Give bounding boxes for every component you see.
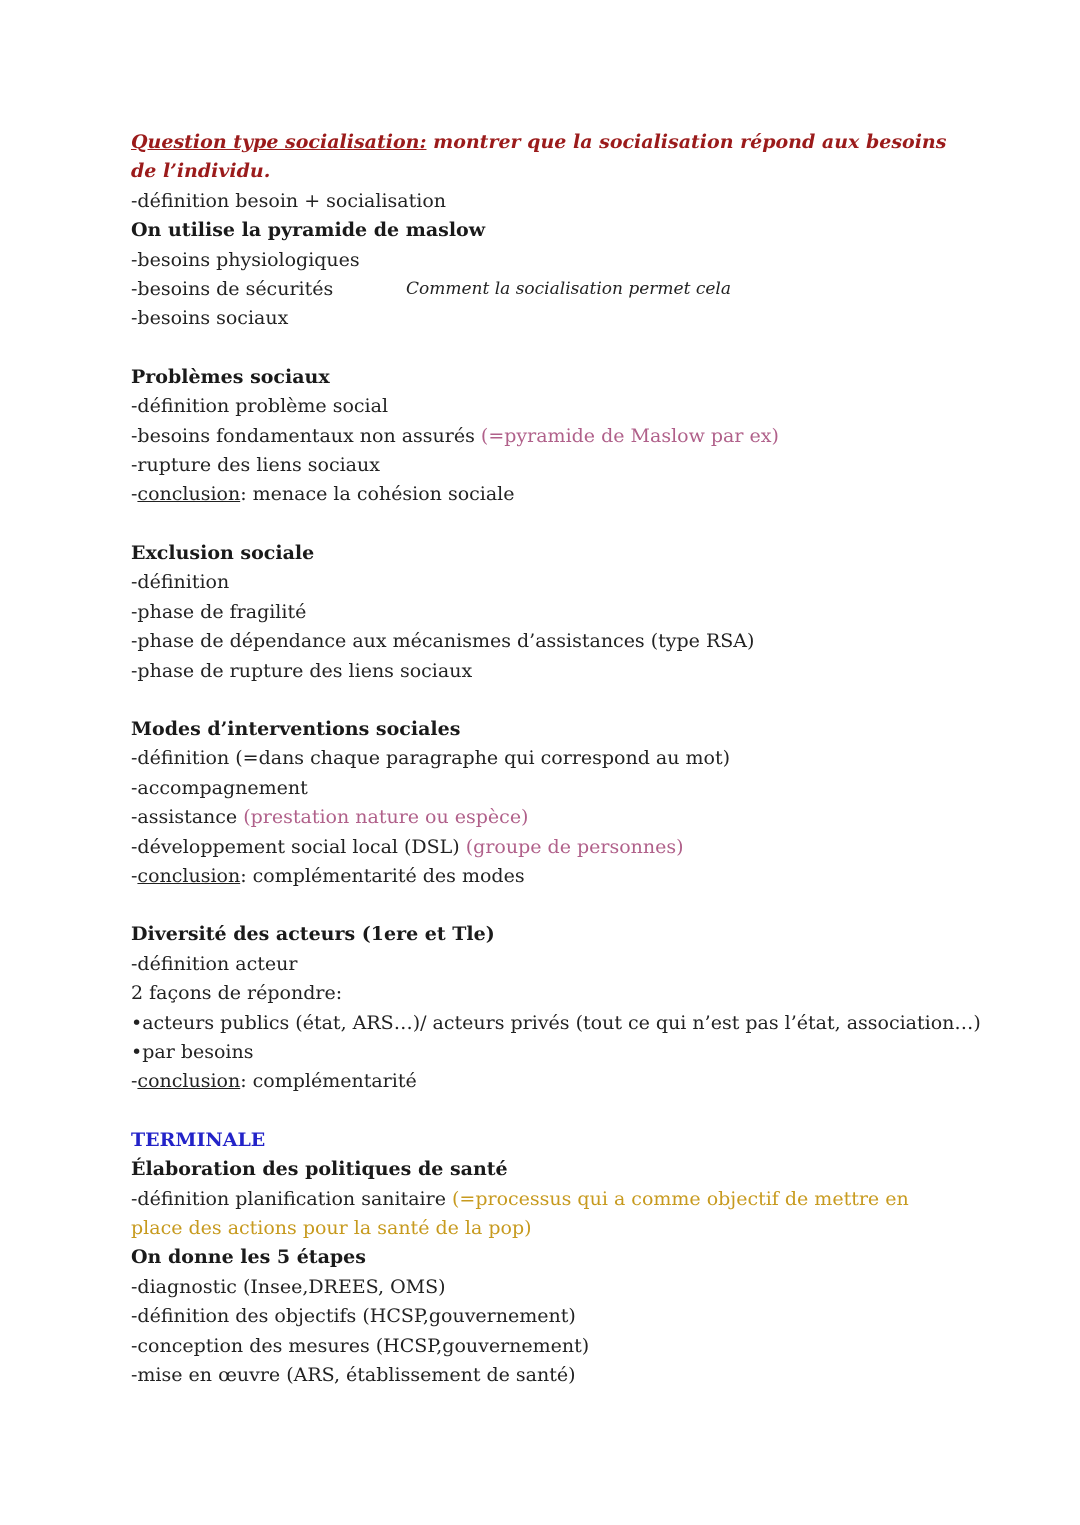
conclusion-line <box>131 480 951 509</box>
need-row <box>131 275 951 304</box>
list-item: -phase de fragilité <box>131 600 307 623</box>
conclusion-text: : complémentarité <box>240 1070 417 1093</box>
conclusion-prefix: - <box>131 483 138 506</box>
list-item: -définition acteur <box>131 952 298 975</box>
question-note: Comment la socialisation permet cela <box>406 279 731 300</box>
list-item <box>131 803 951 832</box>
section-title-problemes: Problèmes sociaux <box>131 365 330 388</box>
annotation-note: (groupe de personnes) <box>459 835 684 858</box>
list-item: -phase de dépendance aux mécanismes d’assistances (type RSA) <box>131 630 755 653</box>
question-heading <box>131 128 951 187</box>
question-item: -définition besoin + socialisation <box>131 189 447 212</box>
conclusion-line <box>131 1067 951 1096</box>
list-item: -phase de rupture des liens sociaux <box>131 659 473 682</box>
list-item-text: -assistance <box>131 806 238 829</box>
section-title-modes: Modes d’interventions sociales <box>131 717 461 740</box>
document-page <box>131 128 981 1390</box>
list-item: -définition (=dans chaque paragraphe qui correspond au mot) <box>131 747 731 770</box>
conclusion-text: : complémentarité des modes <box>240 864 525 887</box>
step-item: -diagnostic (Insee,DREES, OMS) <box>131 1275 446 1298</box>
conclusion-prefix: - <box>131 864 138 887</box>
list-item: •acteurs publics (état, ARS…)/ acteurs privés (tout ce qui n’est pas l’état, association…) <box>131 1011 981 1034</box>
step-item: -définition des objectifs (HCSP,gouvernement) <box>131 1305 576 1328</box>
list-item-text: -besoins fondamentaux non assurés <box>131 424 475 447</box>
need-item: -besoins de sécurités <box>131 278 334 301</box>
question-label: Question type socialisation: <box>131 131 427 153</box>
question-subheading: On utilise la pyramide de maslow <box>131 219 486 242</box>
annotation-note: (=pyramide de Maslow par ex) <box>474 424 779 447</box>
list-item: -rupture des liens sociaux <box>131 454 380 477</box>
step-item: -mise en œuvre (ARS, établissement de santé) <box>131 1364 576 1387</box>
terminale-label: TERMINALE <box>131 1128 266 1151</box>
conclusion-line <box>131 862 951 891</box>
list-item <box>131 422 951 451</box>
list-item: -définition <box>131 571 230 594</box>
list-item: 2 façons de répondre: <box>131 982 343 1005</box>
list-item: -accompagnement <box>131 776 308 799</box>
need-item: -besoins physiologiques <box>131 248 360 271</box>
step-item: -conception des mesures (HCSP,gouvernement) <box>131 1334 590 1357</box>
conclusion-prefix: - <box>131 1070 138 1093</box>
definition-note: (=processus qui a comme objectif de mettre en place des actions pour la santé de la pop) <box>131 1187 909 1239</box>
conclusion-label: conclusion <box>137 864 241 887</box>
question-text: montrer que la socialisation répond aux besoins de l’individu. <box>131 131 947 183</box>
list-item: •par besoins <box>131 1040 254 1063</box>
section-title-acteurs: Diversité des acteurs (1ere et Tle) <box>131 923 495 946</box>
annotation-note: (prestation nature ou espèce) <box>237 806 529 829</box>
section-title-exclusion: Exclusion sociale <box>131 541 315 564</box>
section-title-politiques: Élaboration des politiques de santé <box>131 1158 508 1181</box>
need-item: -besoins sociaux <box>131 307 289 330</box>
definition-text: -définition planification sanitaire <box>131 1187 446 1210</box>
list-item: -définition problème social <box>131 395 389 418</box>
list-item-text: -développement social local (DSL) <box>131 835 460 858</box>
conclusion-text: : menace la cohésion sociale <box>240 483 515 506</box>
conclusion-label: conclusion <box>137 483 241 506</box>
conclusion-label: conclusion <box>137 1070 241 1093</box>
list-item <box>131 833 951 862</box>
steps-subheading: On donne les 5 étapes <box>131 1246 366 1269</box>
definition-line <box>131 1185 951 1244</box>
